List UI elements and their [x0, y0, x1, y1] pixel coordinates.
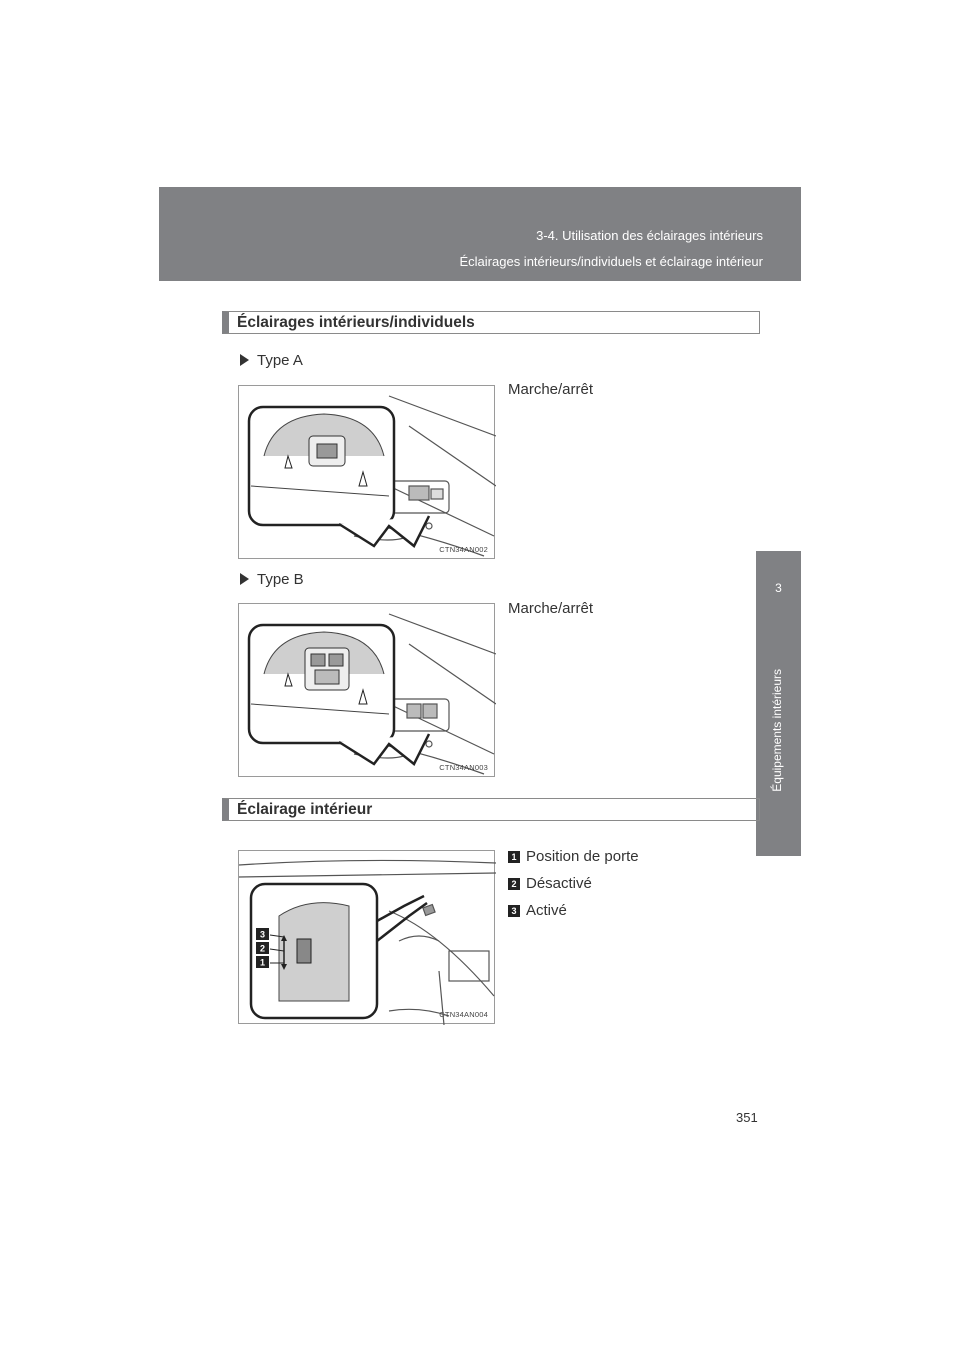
list-item-door-position [508, 848, 639, 865]
callout-badges [256, 928, 269, 968]
variant-label-text: Type A [257, 352, 303, 369]
overhead-console-illustration [239, 604, 496, 778]
figure-code: CTN34AN003 [439, 763, 488, 772]
variant-type-b-label [240, 571, 304, 588]
triangle-bullet-icon [240, 354, 249, 366]
variant-type-b-description: Marche/arrêt [508, 600, 594, 617]
number-badge: 3 [508, 905, 520, 917]
number-badge: 2 [508, 878, 520, 890]
chapter-side-tab [756, 551, 801, 856]
list-item-on [508, 902, 567, 919]
chapter-number: 3 [775, 581, 782, 595]
chapter-title: 3-4. Utilisation des éclairages intérieurs [536, 228, 763, 243]
number-badge: 1 [508, 851, 520, 863]
list-item-label: Activé [526, 902, 567, 919]
list-item-label: Désactivé [526, 875, 592, 892]
figure-type-a [238, 385, 495, 559]
figure-code: CTN34AN004 [439, 1010, 488, 1019]
figure-interior-light [238, 850, 495, 1024]
variant-label-text: Type B [257, 571, 304, 588]
page-number: 351 [736, 1110, 758, 1125]
page-subtitle: Éclairages intérieurs/individuels et éclairage intérieur [459, 254, 763, 269]
callout-3: 3 [259, 929, 266, 940]
section-title-individual-lights: Éclairages intérieurs/individuels [222, 311, 760, 334]
variant-type-a-label [240, 352, 303, 369]
callout-1: 1 [259, 957, 266, 968]
figure-type-b [238, 603, 495, 777]
section-title-interior-light: Éclairage intérieur [222, 798, 760, 821]
running-header [159, 187, 801, 281]
callout-2: 2 [259, 943, 266, 954]
triangle-bullet-icon [240, 573, 249, 585]
figure-code: CTN34AN002 [439, 545, 488, 554]
overhead-console-illustration [239, 386, 496, 560]
list-item-label: Position de porte [526, 848, 639, 865]
variant-type-a-description: Marche/arrêt [508, 381, 594, 398]
list-item-off [508, 875, 592, 892]
chapter-side-label: Équipements intérieurs [770, 669, 784, 792]
interior-lamp-illustration [239, 851, 496, 1025]
